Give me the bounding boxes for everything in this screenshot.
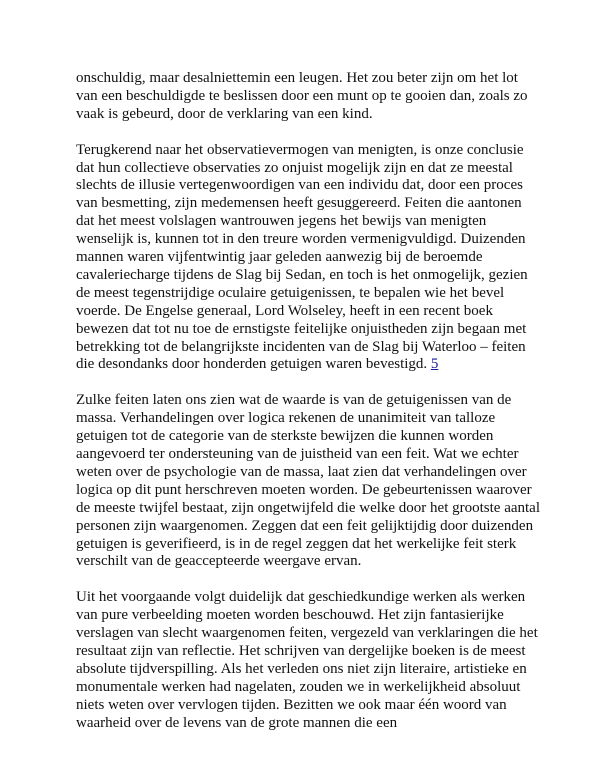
paragraph-4	[76, 589, 540, 732]
paragraph-3-text: Zulke feiten laten ons zien wat de waarde is van de getuigenissen van de massa. Verhandelingen over logica rekenen de unanimiteit van talloze getuigen tot de categorie van de sterkste bewijzen die kunnen worden aangevoerd ter ondersteuning van de juistheid van een feit. Wat we echter weten over de psychologie van de massa, laat zien dat verhandelingen over logica op dit punt herschreven moeten worden. De gebeurtenissen waarover de meeste twijfel bestaat, zijn ongetwijfeld die welke door het grootste aantal personen zijn waargenomen. Zeggen dat een feit gelijktijdig door duizenden getuigen is geverifieerd, is in de regel zeggen dat het werkelijke feit sterk verschilt van de geaccepteerde weergave ervan.	[76, 392, 541, 570]
paragraph-2-text: Terugkerend naar het observatievermogen van menigten, is onze conclusie dat hun collectieve observaties zo onjuist mogelijk zijn en dat ze meestal slechts de illusie vertegenwoordigen van een individu dat, door een proces van besmetting, zijn medemensen heeft gesuggereerd. Feiten die aantonen dat het meest volslagen wantrouwen jegens het bewijs van menigten wenselijk is, kunnen tot in den treure worden vermenigvuldigd. Duizenden mannen waren vijfentwintig jaar geleden aanwezig bij de beroemde cavaleriecharge tijdens de Slag bij Sedan, en toch is het onmogelijk, gezien de meest tegenstrijdige oculaire getuigenissen, te bepalen wie het bevel voerde. De Engelse generaal, Lord Wolseley, heeft in een recent boek bewezen dat tot nu toe de ernstigste feitelijke onjuistheden zijn begaan met betrekking tot de belangrijkste incidenten van de Slag bij Waterloo – feiten die desondanks door honderden getuigen waren bevestigd.	[76, 141, 528, 373]
document-page	[76, 70, 540, 732]
paragraph-2	[76, 142, 540, 375]
paragraph-3	[76, 392, 540, 571]
footnote-link-5[interactable]: 5	[430, 356, 439, 373]
paragraph-1-text: onschuldig, maar desalniettemin een leugen. Het zou beter zijn om het lot van een beschuldigde te beslissen door een munt op te gooien dan, zoals zo vaak is gebeurd, door de verklaring van een kind.	[76, 70, 528, 122]
paragraph-4-text: Uit het voorgaande volgt duidelijk dat geschiedkundige werken als werken van pure verbeelding moeten worden beschouwd. Het zijn fantasierijke verslagen van slecht waargenomen feiten, vergezeld van verklaringen die het resultaat zijn van reflectie. Het schrijven van dergelijke boeken is de meest absolute tijdverspilling. Als het verleden ons niet zijn literaire, artistieke en monumentale werken had nagelaten, zouden we in werkelijkheid absoluut niets weten over vervlogen tijden. Bezitten we ook maar één woord van waarheid over de levens van de grote mannen die een	[76, 589, 538, 731]
paragraph-1	[76, 70, 540, 124]
